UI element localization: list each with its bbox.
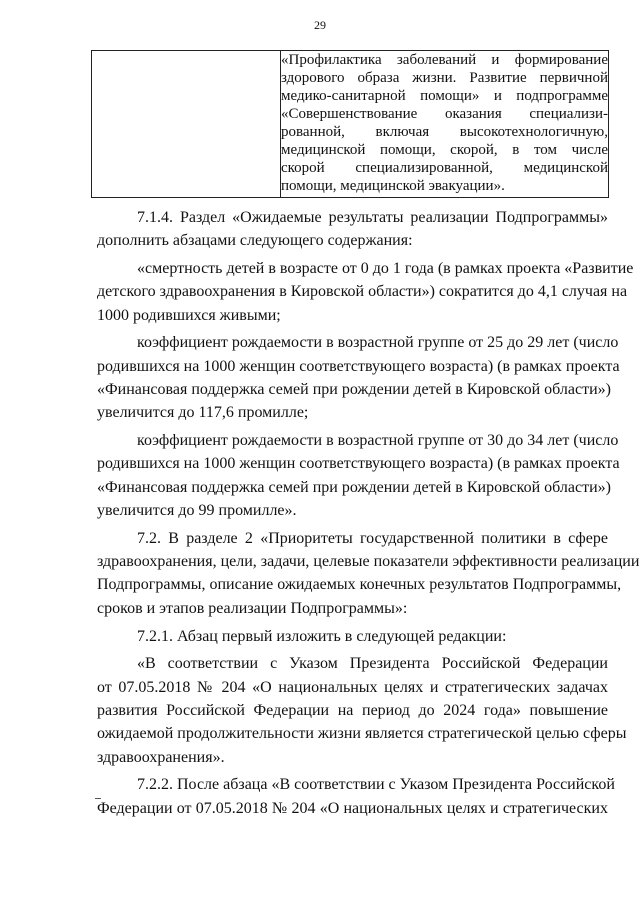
text-line: здравоохранения». [97, 748, 225, 766]
text-line: «Финансовая поддержка семей при рождении детей в Кировской области») [97, 478, 611, 496]
margin-mark [95, 798, 101, 799]
text-line: 7.2. В разделе 2 «Приоритеты государственной политики в сфере [137, 529, 608, 547]
paragraph-decree [97, 652, 627, 768]
text-line: «Финансовая поддержка семей при рождении детей в Кировской области») [97, 381, 611, 399]
text-line: 1000 родившихся живыми; [97, 306, 281, 324]
text-line: родившихся на 1000 женщин соответствующего возраста) (в рамках проекта [97, 455, 620, 473]
text-line: от 07.05.2018 № 204 «О национальных целях и стратегических задачах [97, 678, 608, 696]
document-body [97, 206, 640, 820]
text-line: увеличится до 117,6 промилле; [97, 404, 309, 422]
text-line: развития Российской Федерации на период до 2024 года» повышение [97, 701, 608, 719]
text-line: 7.2.2. После абзаца «В соответствии с Указом Президента Российской [137, 776, 615, 794]
text-line: детского здравоохранения в Кировской области») сократится до 4,1 случая на [97, 283, 628, 301]
text-line: ожидаемой продолжительности жизни является стратегической целью сферы [97, 725, 627, 743]
table-cell-empty [92, 51, 281, 198]
text-line: Подпрограммы, описание ожидаемых конечных результатов Подпрограммы, [97, 576, 622, 594]
cell-line: рованной, включая высокотехнологичную, [281, 124, 608, 140]
text-line: родившихся на 1000 женщин соответствующего возраста) (в рамках проекта [97, 357, 620, 375]
table-fragment [91, 50, 609, 198]
text-line: коэффициент рождаемости в возрастной группе от 25 до 29 лет (число [137, 334, 619, 352]
text-line: 7.1.4. Раздел «Ожидаемые результаты реализации Подпрограммы» [137, 209, 608, 226]
text-line: дополнить абзацами следующего содержания: [97, 232, 413, 250]
text-line: коэффициент рождаемости в возрастной группе от 30 до 34 лет (число [137, 432, 619, 450]
text-line: увеличится до 99 промилле». [97, 502, 297, 520]
table-cell-text [281, 51, 609, 198]
cell-line: «Профилактика заболеваний и формирование [281, 52, 608, 68]
text-line: 7.2.1. Абзац первый изложить в следующей редакции: [137, 627, 507, 645]
text-line: «смертность детей в возрасте от 0 до 1 года (в рамках проекта «Развитие [137, 260, 634, 278]
paragraph-7-2-2 [97, 773, 615, 820]
paragraph-7-1-4 [97, 206, 608, 253]
cell-line: здорового образа жизни. Развитие первичной [281, 70, 608, 86]
cell-line: медицинской помощи, скорой, в том числе [281, 142, 608, 158]
paragraph-infant-mortality [97, 257, 634, 327]
cell-line: медико-санитарной помощи» и подпрограмме [281, 88, 608, 104]
paragraph-7-2 [97, 527, 640, 620]
text-line: Федерации от 07.05.2018 № 204 «О национальных целях и стратегических [97, 799, 608, 817]
cell-line: помощи, медицинской эвакуации». [281, 178, 505, 194]
text-line: «В соответствии с Указом Президента Российской Федерации [137, 655, 608, 673]
cell-line: скорой специализированной, медицинской [281, 160, 608, 176]
table-row [92, 51, 609, 198]
paragraph-fertility-30-34 [97, 429, 620, 522]
page-number: 29 [314, 18, 326, 32]
text-line: сроков и этапов реализации Подпрограммы»: [97, 599, 408, 617]
text-line: здравоохранения, цели, задачи, целевые показатели эффективности реализации [97, 553, 640, 571]
cell-line: «Совершенствование оказания специализи- [281, 106, 608, 122]
paragraph-fertility-25-29 [97, 331, 620, 424]
paragraph-7-2-1 [97, 625, 608, 648]
